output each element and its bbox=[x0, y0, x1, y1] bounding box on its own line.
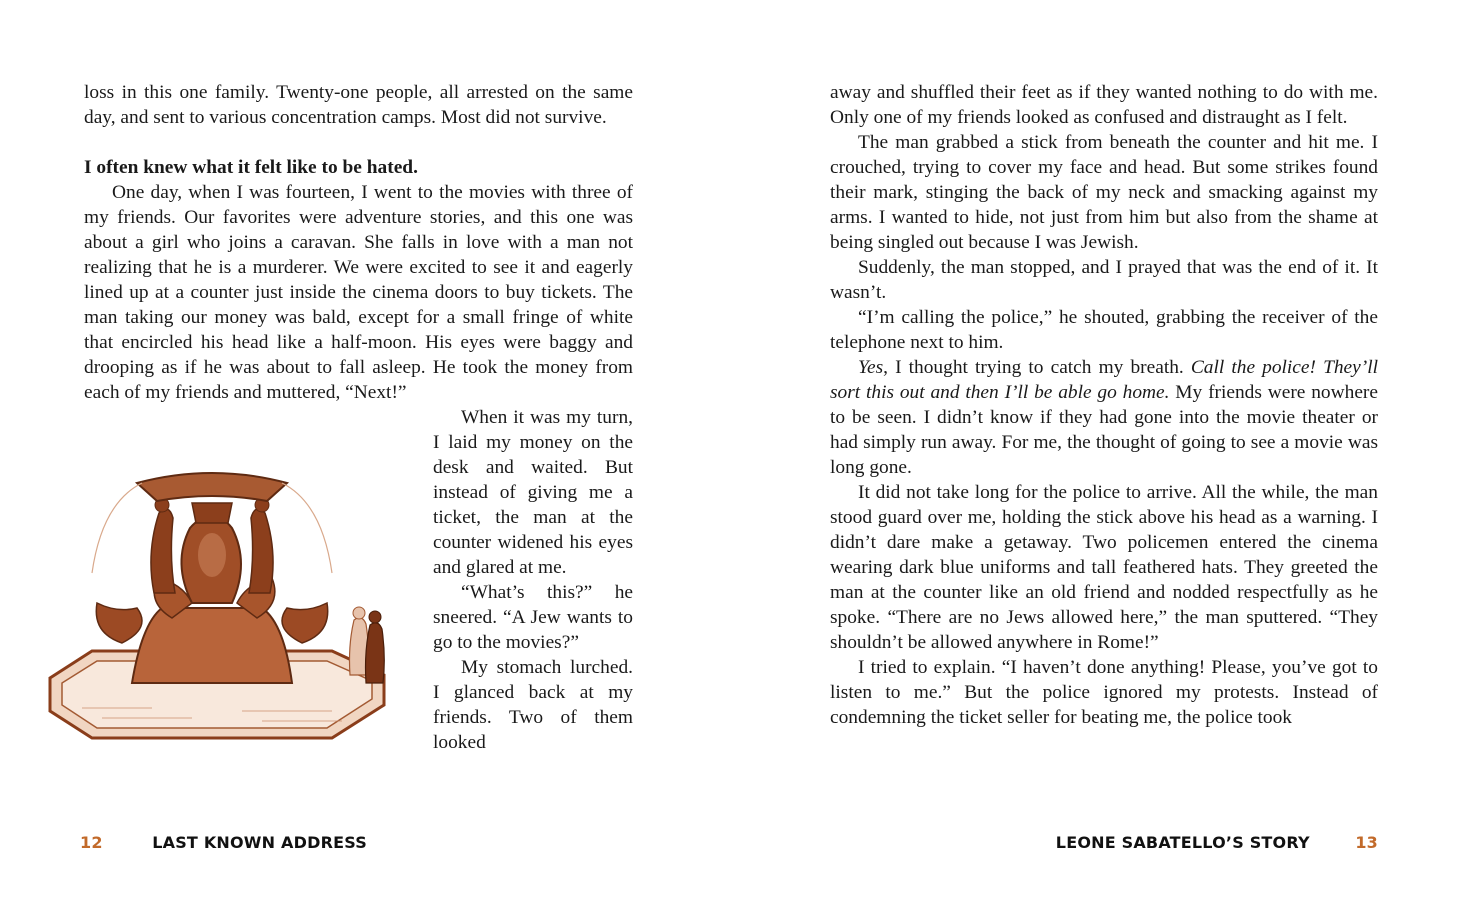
italic-thought-1: Yes bbox=[858, 357, 884, 378]
left-running-title: LAST KNOWN ADDRESS bbox=[152, 833, 367, 852]
paragraph-stomach: My stomach lurched. I glanced back at my friends. Two of them looked bbox=[433, 657, 633, 753]
paragraph-continued: loss in this one family. Twenty-one people, all arrested on the same day, and sent to various concentration camps. Most did not survive. bbox=[84, 82, 633, 128]
italic-thought-2: Call the police! They’ll sort this out and then I’ll be able go home. bbox=[830, 357, 1378, 403]
wrap-text-column bbox=[433, 405, 633, 755]
paragraph-continued-right: away and shuffled their feet as if they wanted nothing to do with me. Only one of my friends looked as confused and distraught as I felt. bbox=[830, 82, 1378, 128]
paragraph-calling: “I’m calling the police,” he shouted, grabbing the receiver of the telephone next to him. bbox=[830, 307, 1378, 353]
fountain-illustration bbox=[32, 443, 404, 773]
plain-text-2: My friends were nowhere to be seen. I didn’t know if they had gone into the movie theater or had simply run away. For me, the thought of going to see a movie was long gone. bbox=[830, 382, 1378, 478]
plain-text-1: , I thought trying to catch my breath. bbox=[883, 357, 1191, 378]
paragraph-stopped: Suddenly, the man stopped, and I prayed that was the end of it. It wasn’t. bbox=[830, 257, 1378, 303]
paragraph-police: It did not take long for the police to arrive. All the while, the man stood guard over me, holding the stick above his head as a warning. I didn’t dare make a getaway. Two policemen entered the cinema wearing dark blue uniforms and tall feathered hats. They greeted the man at the counter like an old friend and nodded respectfully as he spoke. “There are no Jews allowed here,” the man sputtered. “They shouldn’t be allowed anywhere in Rome!” bbox=[830, 482, 1378, 653]
right-running-title: LEONE SABATELLO’S STORY bbox=[1055, 833, 1310, 852]
section-heading: I often knew what it felt like to be hated. bbox=[84, 157, 418, 178]
paragraph-stick: The man grabbed a stick from beneath the counter and hit me. I crouched, trying to cover my face and head. But some strikes found their mark, stinging the back of my neck and smacking against my arms. I wanted to hide, not just from him but also from the shame at being singled out because I was Jewish. bbox=[830, 132, 1378, 253]
right-footer bbox=[1056, 833, 1378, 852]
left-page-number: 12 bbox=[80, 833, 103, 852]
paragraph-yes bbox=[830, 355, 1378, 480]
paragraph-explain: I tried to explain. “I haven’t done anything! Please, you’ve got to listen to me.” But the police ignored my protests. Instead of condemning the ticket seller for beating me, the police took bbox=[830, 657, 1378, 728]
illustration-wrap-block bbox=[84, 405, 633, 780]
paragraph-turn: When it was my turn, I laid my money on the desk and waited. But instead of giving me a ticket, the man at the counter widened his eyes and glared at me. bbox=[433, 407, 633, 578]
paragraph-movies: One day, when I was fourteen, I went to the movies with three of my friends. Our favorites were adventure stories, and this one was about a girl who joins a caravan. She falls in love with a man not realizing that he is a murderer. We were excited to see it and eagerly lined up at a counter just inside the cinema doors to buy tickets. The man taking our money was bald, except for a small fringe of white that encircled his head like a half-moon. His eyes were baggy and drooping as if he was about to fall asleep. He took the money from each of my friends and muttered, “Next!” bbox=[84, 182, 633, 403]
paragraph-sneered: “What’s this?” he sneered. “A Jew wants to go to the movies?” bbox=[433, 582, 633, 653]
right-page bbox=[830, 80, 1378, 730]
left-footer bbox=[80, 833, 367, 852]
left-page bbox=[84, 80, 633, 780]
right-page-number: 13 bbox=[1355, 833, 1378, 852]
